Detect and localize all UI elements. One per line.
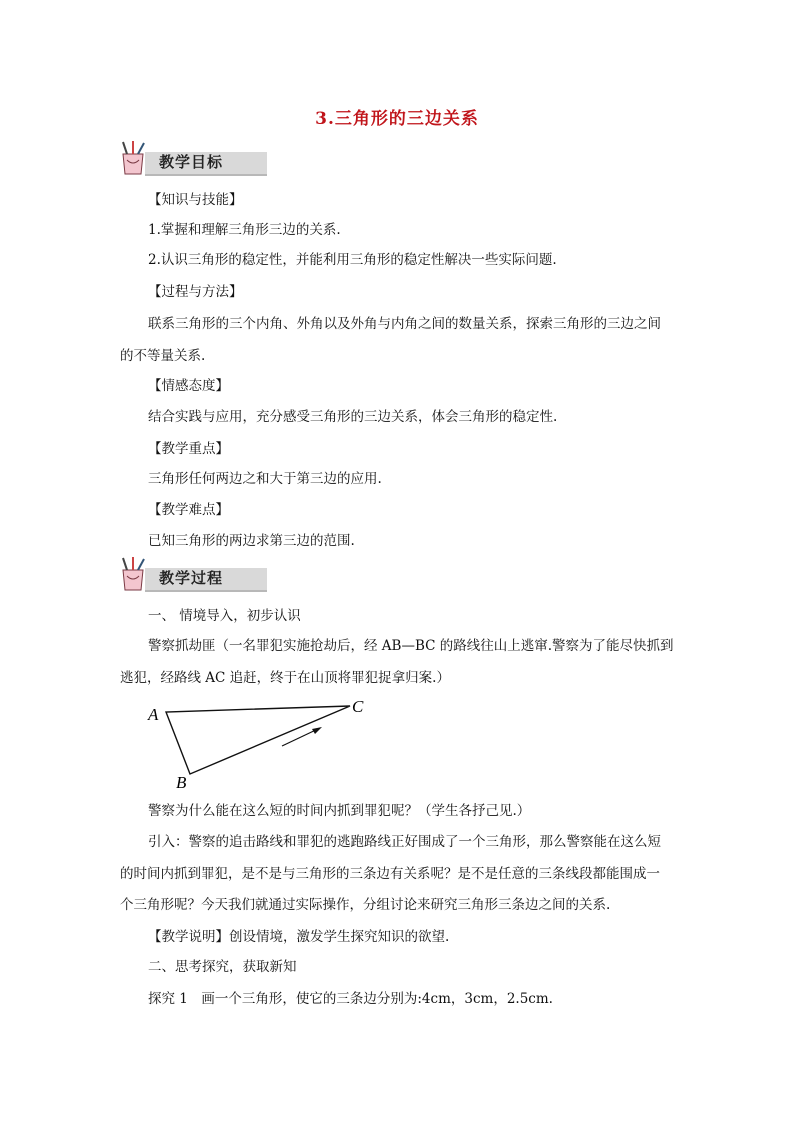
intro-text-line3: 个三角形呢？今天我们就通过实际操作，分组讨论来研究三角形三条边之间的关系. xyxy=(120,897,611,913)
vertex-label-c: C xyxy=(352,697,364,716)
process-text-line2: 的不等量关系. xyxy=(120,348,206,364)
story-text-line1: 警察抓劫匪（一名罪犯实施抢劫后，经 AB—BC 的路线往山上逃窜.警察为了能尽快抓到 xyxy=(148,638,674,654)
page-title: 3.三角形的三边关系 xyxy=(315,109,479,129)
difficulty-label: 【教学难点】 xyxy=(148,502,229,518)
focus-text: 三角形任何两边之和大于第三边的应用. xyxy=(148,471,382,487)
intro-text-line2: 的时间内抓到罪犯，是不是与三角形的三条边有关系呢？是不是任意的三条线段都能围成一 xyxy=(120,866,660,882)
section-heading-process: 教学过程 xyxy=(159,569,224,587)
step-1-heading: 一、 情境导入，初步认识 xyxy=(148,608,301,624)
triangle-figure xyxy=(140,692,380,792)
pen-holder-icon xyxy=(117,556,153,596)
emotion-label: 【情感态度】 xyxy=(148,378,229,394)
question-text: 警察为什么能在这么短的时间内抓到罪犯呢？（学生各抒己见.） xyxy=(148,803,531,819)
knowledge-item-1: 1.掌握和理解三角形三边的关系. xyxy=(148,222,341,238)
intro-text-line1: 引入：警察的追击路线和罪犯的逃跑路线正好围成了一个三角形，那么警察能在这么短 xyxy=(148,834,661,850)
story-text-line2: 逃犯，经路线 AC 追赶，终于在山顶将罪犯捉拿归案.） xyxy=(120,670,450,686)
section-banner-process xyxy=(117,556,267,596)
focus-label: 【教学重点】 xyxy=(148,441,229,457)
section-banner-objectives xyxy=(117,140,267,180)
triangle-abc xyxy=(166,706,350,774)
process-label: 【过程与方法】 xyxy=(148,284,243,300)
section-heading-objectives: 教学目标 xyxy=(159,153,224,171)
difficulty-text: 已知三角形的两边求第三边的范围. xyxy=(148,533,355,549)
explore-1-text: 探究 1 画一个三角形，使它的三条边分别为:4cm，3cm，2.5cm. xyxy=(148,991,553,1007)
vertex-label-b: B xyxy=(176,773,187,792)
process-text-line1: 联系三角形的三个内角、外角以及外角与内角之间的数量关系，探索三角形的三边之间 xyxy=(148,316,661,332)
emotion-text: 结合实践与应用，充分感受三角形的三边关系，体会三角形的稳定性. xyxy=(148,409,558,425)
knowledge-label: 【知识与技能】 xyxy=(148,192,243,208)
teaching-note: 【教学说明】创设情境，激发学生探究知识的欲望. xyxy=(148,929,450,945)
knowledge-item-2: 2.认识三角形的稳定性，并能利用三角形的稳定性解决一些实际问题. xyxy=(148,252,557,268)
step-2-heading: 二、思考探究，获取新知 xyxy=(148,959,297,975)
pen-holder-icon xyxy=(117,140,153,180)
vertex-label-a: A xyxy=(148,705,159,724)
arrow-head xyxy=(312,727,322,734)
